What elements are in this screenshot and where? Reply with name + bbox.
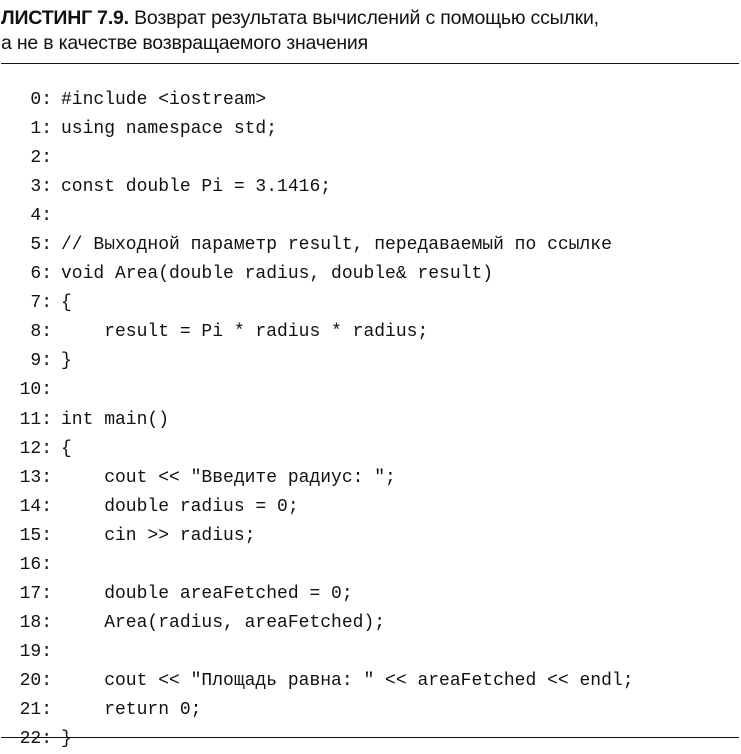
code-line <box>12 464 634 493</box>
line-number: 17: <box>19 583 52 604</box>
code-line <box>12 725 634 754</box>
listing-label: ЛИСТИНГ 7.9. <box>1 7 129 29</box>
line-text: } <box>61 351 72 372</box>
code-line <box>12 493 634 522</box>
code-line <box>12 435 634 464</box>
line-text: cout << "Площадь равна: " << areaFetched << endl; <box>61 670 634 691</box>
line-number: 14: <box>19 496 52 517</box>
code-line <box>12 696 634 725</box>
line-text: cin >> radius; <box>61 525 256 546</box>
line-text: return 0; <box>61 699 202 720</box>
line-number: 9: <box>30 351 52 372</box>
line-text: // Выходной параметр result, передаваемый по ссылке <box>61 235 612 256</box>
line-number: 0: <box>30 90 52 110</box>
code-line <box>12 406 634 435</box>
line-number: 12: <box>19 438 52 459</box>
listing-title-part-2: а не в качестве возвращаемого значения <box>1 32 368 54</box>
line-text: #include <iostream> <box>61 90 267 110</box>
line-text: } <box>61 729 72 750</box>
line-number: 22: <box>19 729 52 750</box>
code-line <box>12 347 634 376</box>
line-number: 11: <box>19 409 52 430</box>
line-text: { <box>61 438 72 459</box>
line-number: 4: <box>30 206 52 227</box>
code-line <box>12 115 634 144</box>
line-text: double radius = 0; <box>61 496 299 517</box>
line-number: 1: <box>30 119 52 140</box>
line-number: 6: <box>30 264 52 285</box>
line-text: using namespace std; <box>61 119 278 140</box>
code-line <box>12 144 634 173</box>
caption-line-1 <box>1 6 737 31</box>
line-text: int main() <box>61 409 170 430</box>
code-line <box>12 202 634 231</box>
line-number: 21: <box>19 699 52 720</box>
listing-caption <box>1 6 737 56</box>
listing-title-part-1: Возврат результата вычислений с помощью ссылки, <box>134 7 599 29</box>
code-line <box>12 260 634 289</box>
code-line <box>12 231 634 260</box>
code-line <box>12 86 634 115</box>
line-text: void Area(double radius, double& result) <box>61 264 494 285</box>
bottom-rule <box>1 737 739 738</box>
line-number: 2: <box>30 148 52 169</box>
line-number: 5: <box>30 235 52 256</box>
line-number: 15: <box>19 525 52 546</box>
line-text: Area(radius, areaFetched); <box>61 612 386 633</box>
line-number: 16: <box>19 554 52 575</box>
code-line <box>12 318 634 347</box>
code-line <box>12 667 634 696</box>
code-line <box>12 376 634 405</box>
line-number: 8: <box>30 322 52 343</box>
line-number: 13: <box>19 467 52 488</box>
line-text: const double Pi = 3.1416; <box>61 177 332 198</box>
top-rule <box>1 63 739 64</box>
line-number: 3: <box>30 177 52 198</box>
line-number: 10: <box>19 380 52 401</box>
line-text: result = Pi * radius * radius; <box>61 322 429 343</box>
line-text: { <box>61 293 72 314</box>
code-line <box>12 580 634 609</box>
code-listing <box>12 86 634 754</box>
code-line <box>12 638 634 667</box>
code-line <box>12 551 634 580</box>
code-line <box>12 173 634 202</box>
line-text: double areaFetched = 0; <box>61 583 353 604</box>
line-number: 20: <box>19 670 52 691</box>
code-line <box>12 289 634 318</box>
line-number: 7: <box>30 293 52 314</box>
line-number: 19: <box>19 641 52 662</box>
line-number: 18: <box>19 612 52 633</box>
code-line <box>12 609 634 638</box>
line-text: cout << "Введите радиус: "; <box>61 467 396 488</box>
code-line <box>12 522 634 551</box>
